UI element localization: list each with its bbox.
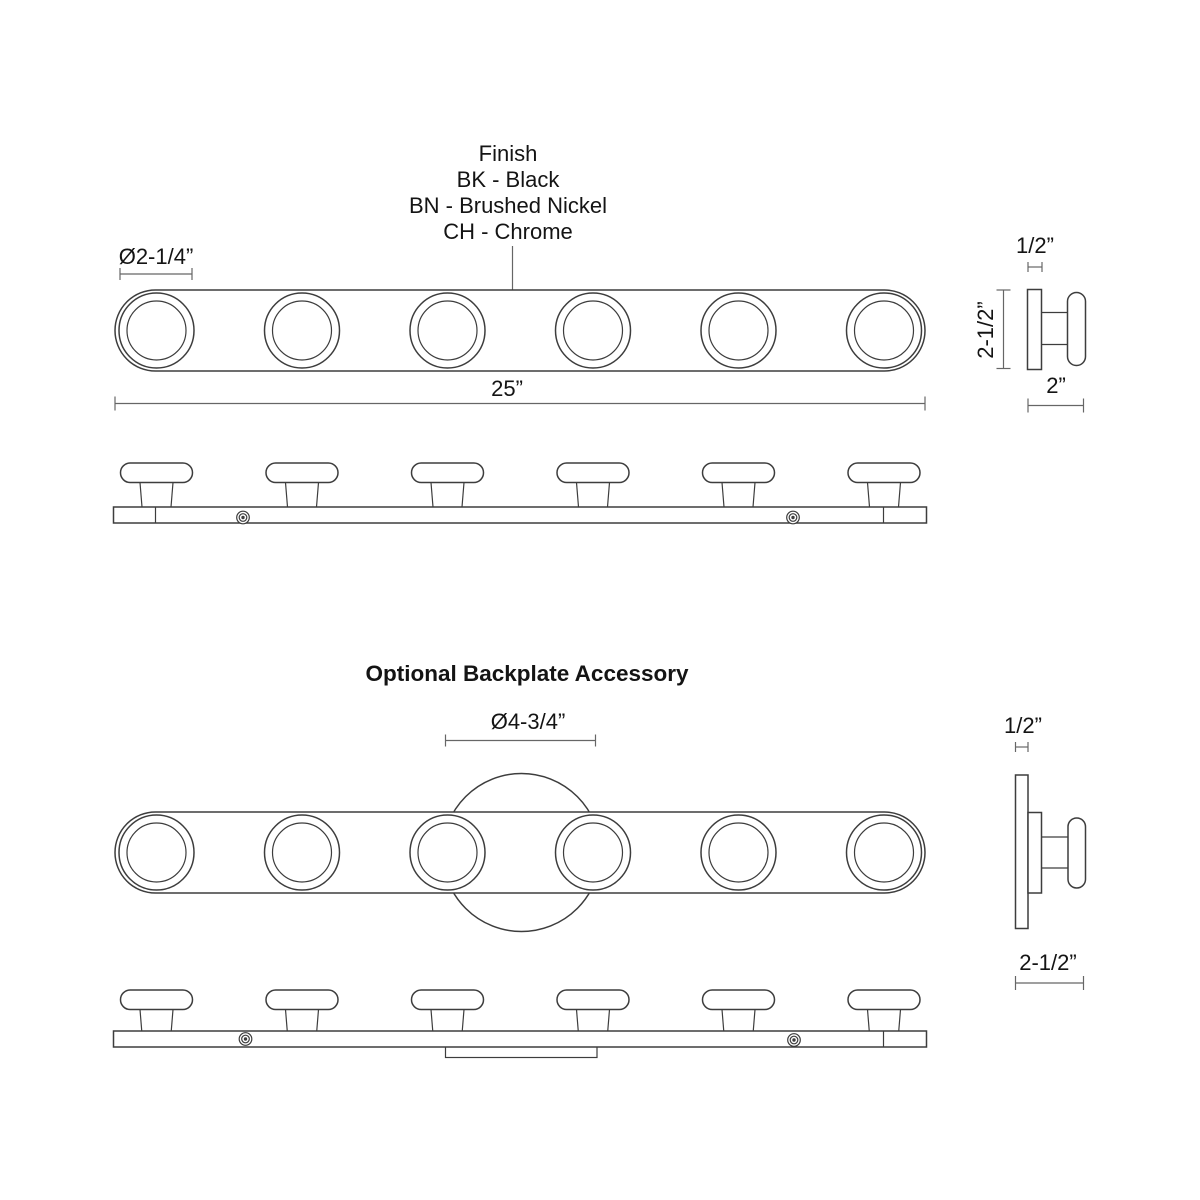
fixture-bar xyxy=(114,507,927,523)
screw xyxy=(237,511,250,524)
lamp-profile xyxy=(1068,818,1086,888)
backplate-profile xyxy=(1016,775,1029,929)
screw xyxy=(788,1034,801,1047)
lamp-circle xyxy=(119,293,194,368)
screw xyxy=(787,511,800,524)
screw xyxy=(239,1033,252,1046)
lamp-diameter-label: Ø2-1/4” xyxy=(118,244,194,269)
finish-option-black: BK - Black xyxy=(456,167,560,192)
finish-option-chrome: CH - Chrome xyxy=(443,219,573,244)
lamp-circle xyxy=(119,815,194,890)
lamp-circle xyxy=(265,293,340,368)
mounting-plate-profile xyxy=(1028,813,1042,894)
lamp-circle xyxy=(265,815,340,890)
lamp-circle xyxy=(847,293,922,368)
finish-title: Finish xyxy=(478,141,538,166)
total-depth-label: 2-1/2” xyxy=(1019,950,1077,975)
backplate-diameter-label: Ø4-3/4” xyxy=(490,709,566,734)
backplate-section-title: Optional Backplate Accessory xyxy=(365,661,689,686)
fixture-body xyxy=(115,290,925,371)
lamp-profile xyxy=(1068,293,1086,366)
lamp-circle xyxy=(847,815,922,890)
lamp-diameter-dimension xyxy=(119,244,194,280)
height-label: 2-1/2” xyxy=(973,301,998,359)
fixture-body xyxy=(115,812,925,893)
finish-option-brushed-nickel: BN - Brushed Nickel xyxy=(408,193,608,218)
overall-width-label: 25” xyxy=(491,376,523,401)
lamp-circle xyxy=(701,815,776,890)
stem-depth-label: 1/2” xyxy=(1016,233,1054,258)
fixture-bar xyxy=(114,1031,927,1047)
lamp-circle xyxy=(410,293,485,368)
total-depth-label: 2” xyxy=(1046,373,1066,398)
plate-thickness-label: 1/2” xyxy=(1004,713,1042,738)
lamp-circle xyxy=(556,293,631,368)
lamp-circle xyxy=(701,293,776,368)
lamp-circle xyxy=(410,815,485,890)
mounting-plate-profile xyxy=(1028,290,1042,370)
lamp-circle xyxy=(556,815,631,890)
